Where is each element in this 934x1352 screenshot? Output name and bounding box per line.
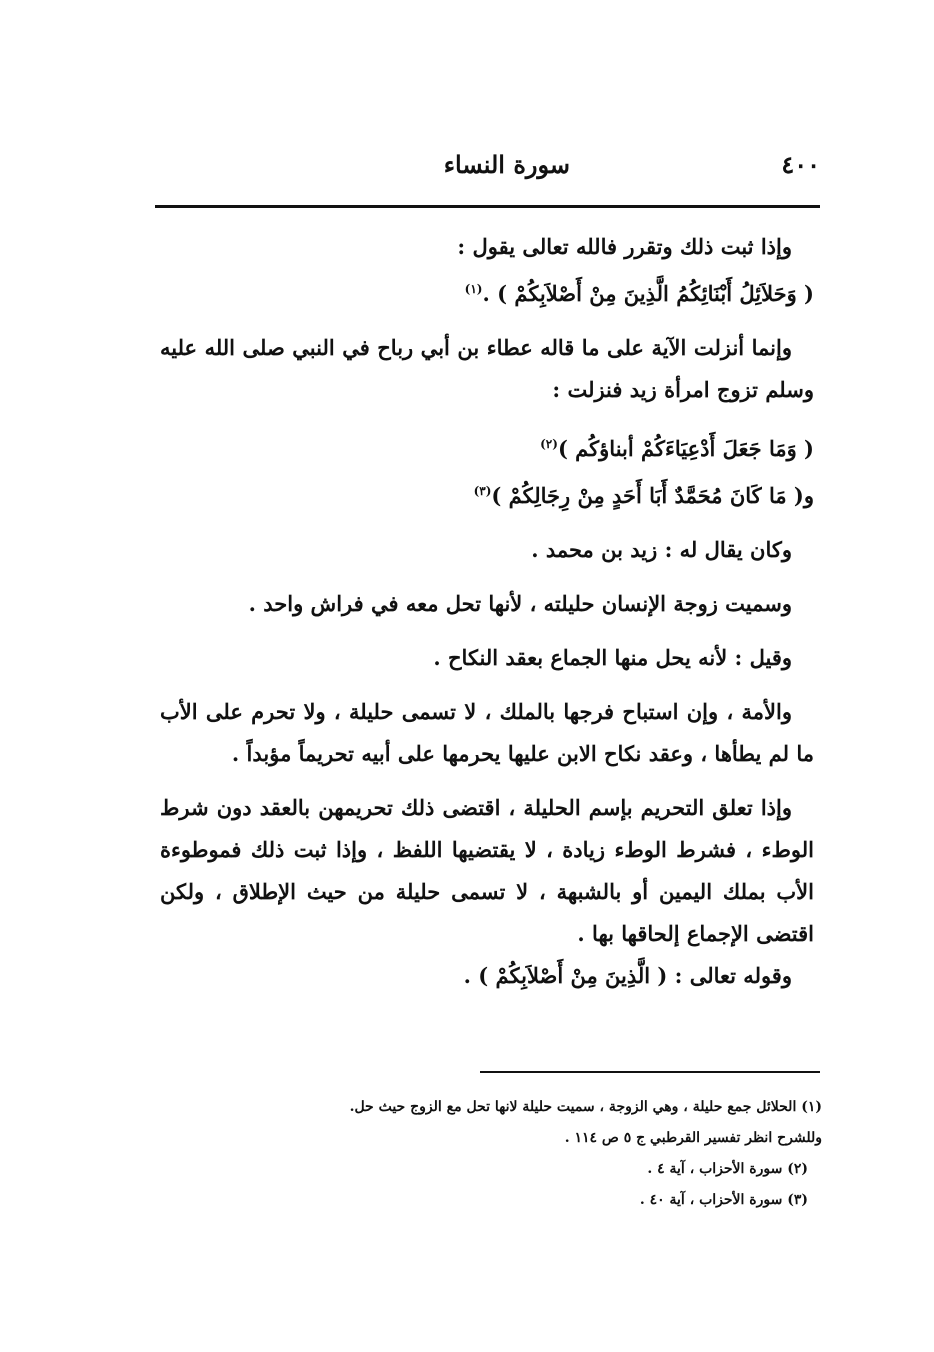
quote-text: ( وَحَلاَئِلُ أَبْنَائِكُمُ الَّذِينَ مِنْ أَصْلاَبِكُمْ ) . [482,281,814,306]
chapter-title: سورة النساء [443,150,570,179]
paragraph-qil: وقيل : لأنه يحل منها الجماع بعقد النكاح . [433,645,792,670]
paragraph-amah: والأمة ، وإن استباح فرجها بالملك ، لا تسمى حليلة ، ولا تحرم على الأب ما لم يطأها ، وعقد نكاح الابن عليها يحرمها على أبيه تحريماً مؤبداً . [160,699,814,766]
footnote-1-continuation: وللشرح انظر تفسير القرطبي ج ٥ ص ١١٤ . [564,1130,822,1146]
footnote-2: (٢) سورة الأحزاب ، آية ٤ . [647,1161,808,1177]
paragraph-intro: وإذا ثبت ذلك وتقرر فالله تعالى يقول : [457,234,792,259]
footnote-ref-2: (٢) [540,437,558,451]
quran-quote-3 [160,470,814,517]
quran-quote-1 [160,268,814,315]
page-header [160,150,820,190]
body-text [160,226,814,1009]
footnote-ref-1: (١) [464,282,483,296]
paragraph-zayd: وكان يقال له : زيد بن محمد . [531,537,792,562]
footnote-3: (٣) سورة الأحزاب ، آية ٤٠ . [639,1192,808,1208]
quote-text: و( مَا كَانَ مُحَمَّدٌ أَبَا أَحَدٍ مِنْ رِجَالِكُمْ ) [491,483,814,508]
footnote-ref-3: (٣) [473,484,492,498]
quote-text: ( وَمَا جَعَلَ أَدْعِيَاءَكُمْ أبناؤكُم ) [557,436,814,461]
paragraph-qawluhu: وقوله تعالى : ( الَّذِينَ مِنْ أَصْلاَبِكُمْ ) . [463,963,792,988]
page-number: ٤٠٠ [781,150,820,179]
paragraph-tahrim: وإذا تعلق التحريم بإسم الحليلة ، اقتضى ذلك تحريمهن بالعقد دون شرط الوطء ، فشرط الوطء زيادة ، لا يقتضيها اللفظ ، وإذا ثبت ذلك فموطوءة الأب بملك اليمين أو بالشبهة ، لا تسمى حليلة من حيث الإطلاق ، ولكن اقتضى الإجماع إلحاقها بها . [160,795,814,946]
paragraph-halila: وسميت زوجة الإنسان حليلته ، لأنها تحل معه في فراش واحد . [248,591,792,616]
footnotes [150,1092,822,1216]
quran-quote-2 [160,423,814,470]
footnote-1: (١) الحلائل جمع حليلة ، وهي الزوجة ، سميت حليلة لانها تحل مع الزوج حيث حل. [349,1099,822,1115]
header-rule [155,205,820,208]
paragraph-ata: وإنما أنزلت الآية على ما قاله عطاء بن أبي رباح في النبي صلى الله عليه وسلم تزوج امرأة زيد فنزلت : [160,335,814,402]
footnote-rule [480,1071,820,1073]
